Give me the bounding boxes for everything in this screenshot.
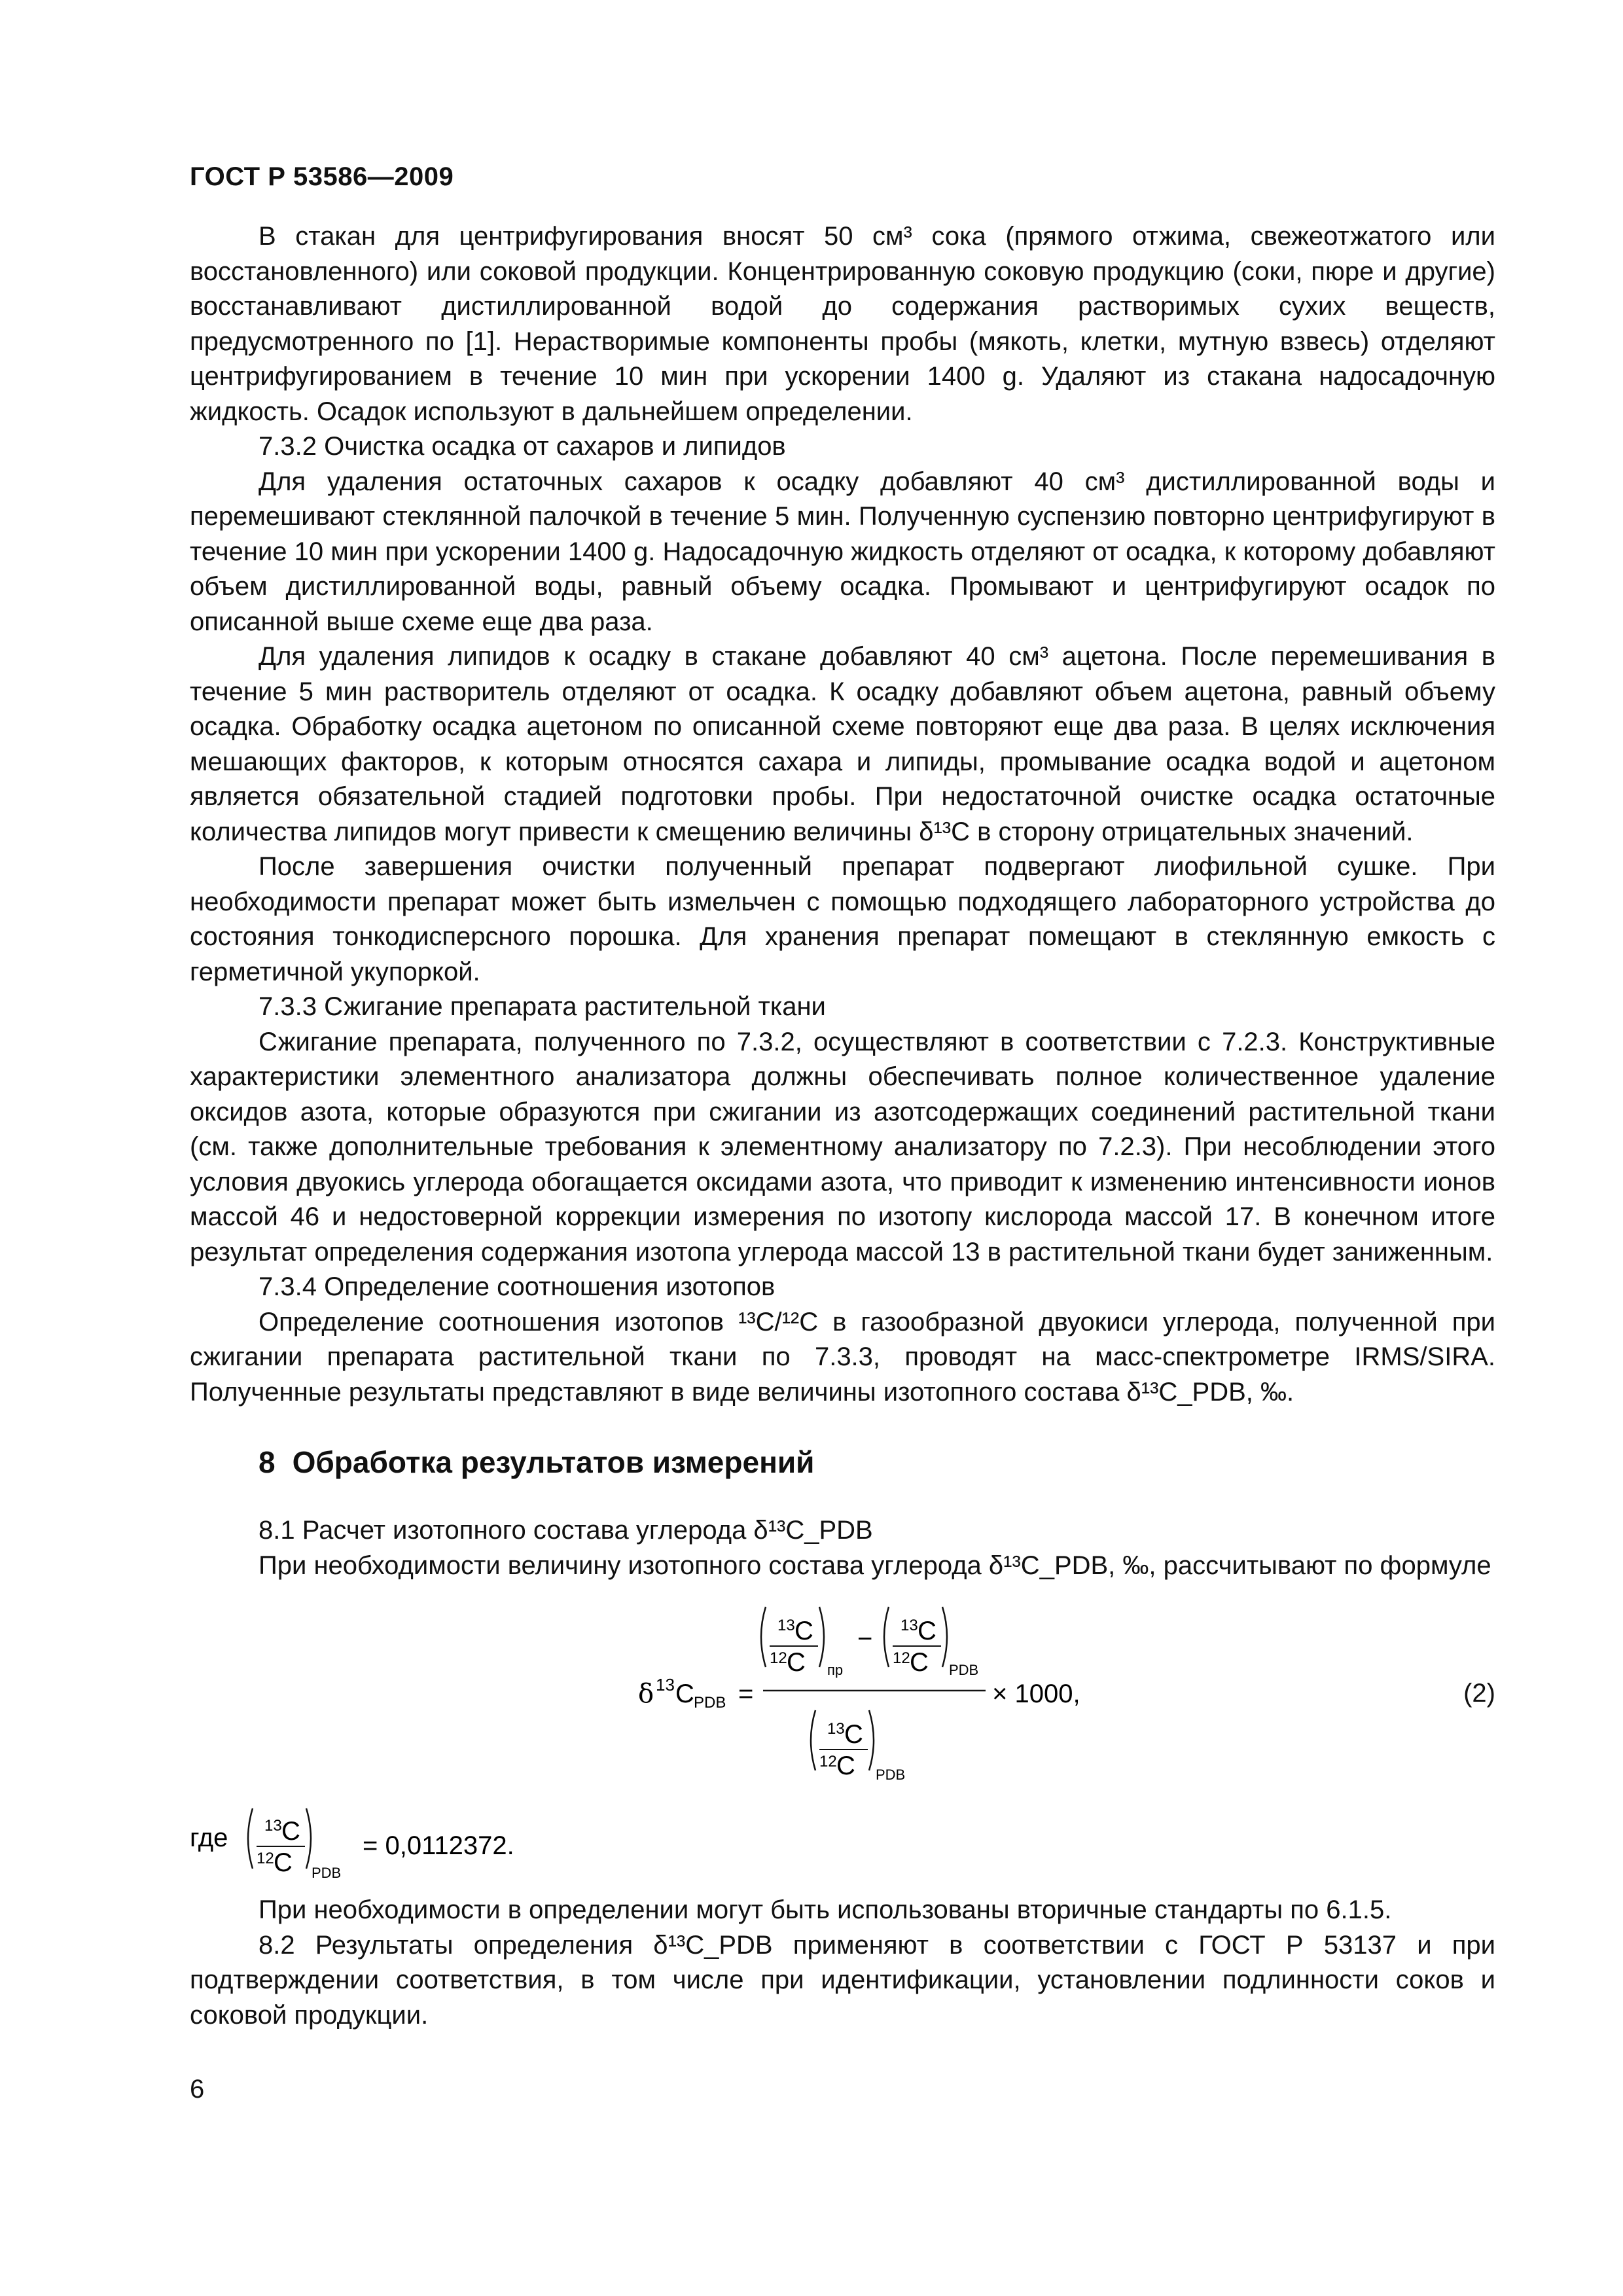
paragraph: При необходимости величину изотопного состава углерода δ¹³C_PDB, ‰, рассчитывают по формуле: [259, 1551, 1491, 1580]
num1-c: C: [794, 1617, 813, 1645]
num1-sup12: 12: [770, 1649, 787, 1667]
where-sup13: 13: [264, 1817, 282, 1835]
formula-equals: =: [738, 1679, 754, 1708]
formula-graphic: [190, 1599, 1495, 1795]
where-word: где: [190, 1823, 228, 1852]
paragraph: После завершения очистки полученный препарат подвергают лиофильной сушке. При необходимости препарат может быть измельчен с помощью подходящего лабораторного устройства до состояния тонкодисперсного порошка. Для хранения препарат помещают в стеклянную емкость с герметичной укупоркой.: [190, 852, 1495, 986]
paren-right: [306, 1808, 311, 1869]
num2-sup13: 13: [901, 1617, 918, 1634]
num1-sup13: 13: [777, 1617, 795, 1634]
paren-right: [819, 1607, 824, 1667]
where-sub-pdb: PDB: [312, 1865, 342, 1881]
where-graphic: [190, 1802, 648, 1884]
section-title: Обработка результатов измерений: [292, 1445, 815, 1479]
subsection-heading-7-3-2: 7.3.2 Очистка осадка от сахаров и липидов: [259, 432, 786, 461]
subsection-heading-7-3-3: 7.3.3 Сжигание препарата растительной ткани: [259, 992, 826, 1021]
num2-c: C: [918, 1617, 936, 1645]
formula-lhs-delta: δ: [638, 1679, 654, 1709]
formula-minus: −: [857, 1624, 873, 1653]
where-c: C: [281, 1817, 300, 1846]
num1-sub-pr: пр: [827, 1662, 844, 1678]
den-c: C: [844, 1720, 863, 1749]
subsection-heading-8-1: 8.1 Расчет изотопного состава углерода δ¹³C_PDB: [259, 1516, 873, 1545]
num2-sub-pdb: PDB: [949, 1662, 979, 1678]
paragraph: Для удаления остаточных сахаров к осадку добавляют 40 см³ дистиллированной воды и перемешивают стеклянной палочкой в течение 5 мин. Полученную суспензию повторно центрифугируют в течение 10 мин при ускорении 1400 g. Надосадочную жидкость отделяют от осадка, к которому добавляют объем дистиллированной воды, равный объему осадка. Промывают и центрифугируют осадок по описанной выше схеме еще два раза.: [190, 467, 1495, 636]
where-sup12: 12: [257, 1850, 274, 1867]
formula-2: [190, 1599, 1495, 1795]
den-sup12: 12: [819, 1753, 837, 1770]
formula-lhs-sup: 13: [656, 1675, 675, 1695]
where-c-den: C: [274, 1848, 293, 1877]
formula-lhs-sub: PDB: [694, 1694, 726, 1712]
paren-left: [884, 1607, 889, 1667]
num2-sup12: 12: [893, 1649, 910, 1667]
paren-left: [811, 1710, 815, 1770]
paragraph-8-2: 8.2 Результаты определения δ¹³C_PDB применяют в соответствии с ГОСТ Р 53137 и при подтверждении соответствия, в том числе при идентификации, установлении подлинности соков и соковой продукции.: [190, 1930, 1495, 2030]
num2-c-den: C: [910, 1648, 929, 1677]
paragraph: Определение соотношения изотопов ¹³C/¹²C в газообразной двуокиси углерода, полученной при сжигании препарата растительной ткани по 7.3.3, проводят на масс-спектрометре IRMS/SIRA. Полученные результаты представляют в виде величины изотопного состава δ¹³C_PDB, ‰.: [190, 1307, 1495, 1407]
equation-number: (2): [1463, 1679, 1495, 1708]
formula-times-1000: × 1000,: [992, 1679, 1080, 1708]
paren-right: [942, 1607, 947, 1667]
paragraph: При необходимости в определении могут быть использованы вторичные стандарты по 6.1.5.: [259, 1895, 1392, 1924]
paren-left: [248, 1808, 253, 1869]
paren-left: [761, 1607, 766, 1667]
section-heading-8: [259, 1444, 1495, 1480]
subsection-heading-7-3-4: 7.3.4 Определение соотношения изотопов: [259, 1272, 776, 1301]
paragraph: Сжигание препарата, полученного по 7.3.2, осуществляют в соответствии с 7.2.3. Конструктивные характеристики элементного анализатора должны обеспечивать полное количественное удаление оксидов азота, которые образуются при сжигании из азотсодержащих соединений растительной ткани (см. также дополнительные требования к элементному анализатору по 7.2.3). При несоблюдении этого условия двуокись углерода обогащается оксидами азота, что приводит к изменению интенсивности ионов массой 46 и недостоверной коррекции измерения по изотопу кислорода массой 17. В конечном итоге результат определения содержания изотопа углерода массой 13 в растительной ткани будет заниженным.: [190, 1027, 1495, 1266]
den-sup13: 13: [827, 1720, 845, 1738]
paragraph: Для удаления липидов к осадку в стакане добавляют 40 см³ ацетона. После перемешивания в течение 5 мин растворитель отделяют от осадка. К осадку добавляют объем ацетона, равный объему осадка. Обработку осадка ацетоном по описанной схеме повторяют еще два раза. В целях исключения мешающих факторов, к которым относятся сахара и липиды, промывание осадка водой и ацетоном является обязательной стадией подготовки пробы. При недостаточной очистке осадка остаточные количества липидов могут привести к смещению величины δ¹³C в сторону отрицательных значений.: [190, 642, 1495, 846]
page-content: [190, 219, 1495, 2033]
paragraph: В стакан для центрифугирования вносят 50 см³ сока (прямого отжима, свежеотжатого или восстановленного) или соковой продукции. Концентрированную соковую продукцию (соки, пюре и другие) восстанавливают дистиллированной водой до содержания растворимых сухих веществ, предусмотренного по [1]. Нерастворимые компоненты пробы (мякоть, клетки, мутную взвесь) отделяют центрифугированием в течение 10 мин при ускорении 1400 g. Удаляют из стакана надосадочную жидкость. Осадок используют в дальнейшем определении.: [190, 222, 1495, 426]
paren-right: [869, 1710, 874, 1770]
den-sub-pdb: PDB: [876, 1767, 906, 1783]
formula-lhs-base: C: [675, 1679, 694, 1708]
num1-c-den: C: [787, 1648, 806, 1677]
document-code: ГОСТ Р 53586—2009: [190, 162, 454, 191]
section-number: 8: [259, 1445, 276, 1479]
formula-where-clause: [190, 1802, 1495, 1884]
where-value: = 0,0112372.: [363, 1831, 514, 1860]
den-c-den: C: [836, 1751, 855, 1780]
page-number: 6: [190, 2075, 205, 2104]
